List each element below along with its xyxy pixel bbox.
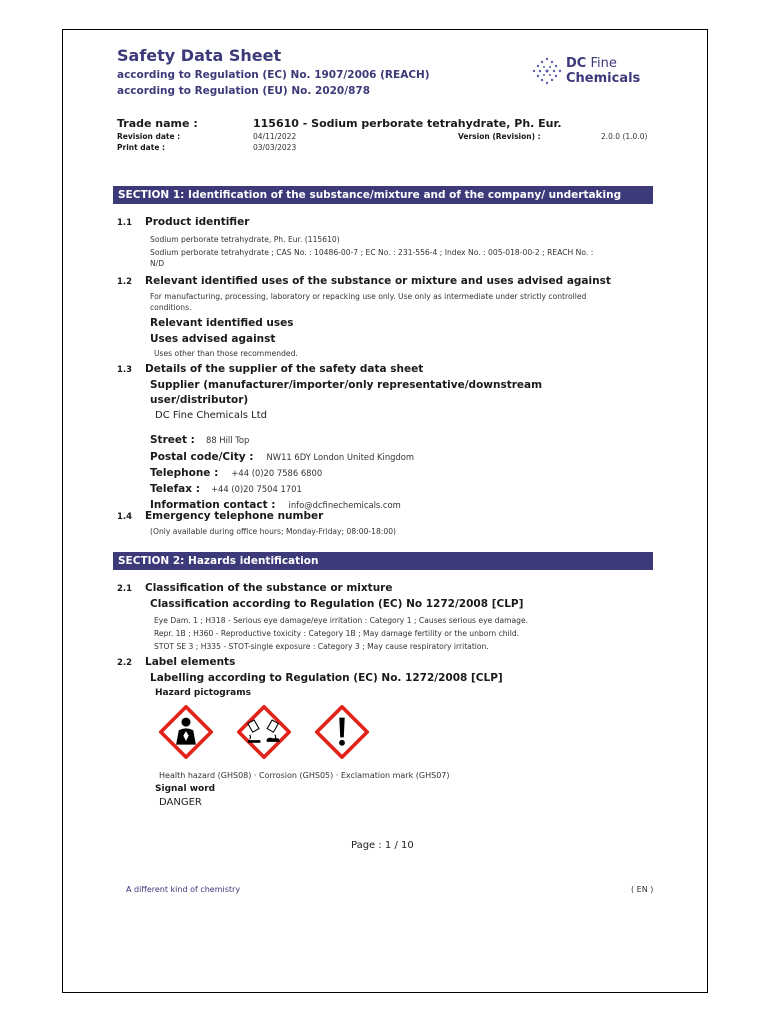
s14-title: Emergency telephone number [145,510,324,522]
s13-number: 1.3 [117,365,133,375]
telephone-label: Telephone : [150,467,219,479]
s21-line1: Eye Dam. 1 ; H318 - Serious eye damage/eye irritation : Category 1 ; Causes serious eye damage. [154,616,529,625]
language-code: ( EN ) [631,885,654,894]
regulation-reach: according to Regulation (EC) No. 1907/2006 (REACH) [117,69,430,81]
company-logo [530,55,650,89]
trade-name-label: Trade name : [117,117,198,130]
s21-number: 2.1 [117,584,133,594]
version-label: Version (Revision) : [458,132,541,141]
info-contact-email[interactable]: info@dcfinechemicals.com [288,500,401,510]
version-value: 2.0.0 (1.0.0) [601,132,648,141]
s11-line3: N/D [150,259,165,268]
s21-line2: Repr. 1B ; H360 - Reproductive toxicity : Category 1B ; May damage fertility or the unborn child. [154,629,520,638]
print-date-label: Print date : [117,143,166,152]
signal-word-label: Signal word [155,784,216,794]
company-name: DC Fine Chemicals Ltd [155,410,267,421]
street-value: 88 Hill Top [205,435,250,445]
s12-line1: For manufacturing, processing, laboratory or repacking use only. Use only as intermediate under strictly controlled [150,292,587,301]
s14-number: 1.4 [117,512,133,522]
s21-line3: STOT SE 3 ; H335 - STOT-single exposure : Category 3 ; May cause respiratory irritation. [154,642,489,651]
sds-page [62,29,708,993]
s22-labelling-heading: Labelling according to Regulation (EC) No. 1272/2008 [CLP] [150,672,503,684]
s12-number: 1.2 [117,277,133,287]
telefax-label: Telefax : [150,483,200,495]
s11-line2: Sodium perborate tetrahydrate ; CAS No. : 10486-00-7 ; EC No. : 231-556-4 ; Index No. : 005-018-00-2 ; REACH No. : [150,248,594,257]
telephone-value: +44 (0)20 7586 6800 [231,468,323,478]
print-date-value: 03/03/2023 [253,143,297,152]
signal-word-value: DANGER [159,797,202,808]
health-hazard-icon [159,705,213,759]
s21-title: Classification of the substance or mixture [145,582,393,594]
logo-dots-icon [530,55,564,89]
s22-number: 2.2 [117,658,133,668]
regulation-eu: according to Regulation (EU) No. 2020/878 [117,85,370,97]
s11-title: Product identifier [145,216,250,228]
s13-title: Details of the supplier of the safety data sheet [145,363,424,375]
street-label: Street : [150,434,195,446]
trade-name-value: 115610 - Sodium perborate tetrahydrate, Ph. Eur. [253,117,562,130]
s11-line1: Sodium perborate tetrahydrate, Ph. Eur. (115610) [150,235,340,244]
s12-line2: conditions. [150,303,192,312]
s13-supplier-heading-2: user/distributor) [150,394,249,406]
s21-classification-heading: Classification according to Regulation (EC) No 1272/2008 [CLP] [150,598,524,610]
s12-line3: Uses other than those recommended. [154,349,298,358]
info-contact-label: Information contact : [150,499,276,511]
s12-relevant-uses: Relevant identified uses [150,317,294,329]
revision-date-label: Revision date : [117,132,181,141]
corrosion-icon [237,705,291,759]
exclamation-mark-icon [315,705,369,759]
s13-supplier-heading: Supplier (manufacturer/importer/only representative/downstream [150,379,543,391]
telefax-value: +44 (0)20 7504 1701 [210,484,302,494]
hazard-pictograms-label: Hazard pictograms [155,688,251,698]
pictograms-caption: Health hazard (GHS08) · Corrosion (GHS05) · Exclamation mark (GHS07) [159,771,450,780]
postal-label: Postal code/City : [150,451,254,463]
s12-title: Relevant identified uses of the substance or mixture and uses advised against [145,275,611,287]
s11-number: 1.1 [117,218,133,228]
logo-text-dc-fine: DC Fine [566,56,617,71]
document-title: Safety Data Sheet [117,46,282,65]
s14-line1: (Only available during office hours; Monday-Friday; 08:00-18:00) [150,527,396,536]
page-number: Page : 1 / 10 [351,840,414,851]
s12-uses-advised-against: Uses advised against [150,333,276,345]
s22-title: Label elements [145,656,236,668]
section2-header: SECTION 2: Hazards identification [113,552,653,570]
revision-date-value: 04/11/2022 [253,132,297,141]
footer-tagline: A different kind of chemistry [126,885,241,894]
postal-value: NW11 6DY London United Kingdom [266,452,415,462]
logo-text-chemicals: Chemicals [566,71,641,86]
section1-header: SECTION 1: Identification of the substance/mixture and of the company/ undertaking [113,186,653,204]
